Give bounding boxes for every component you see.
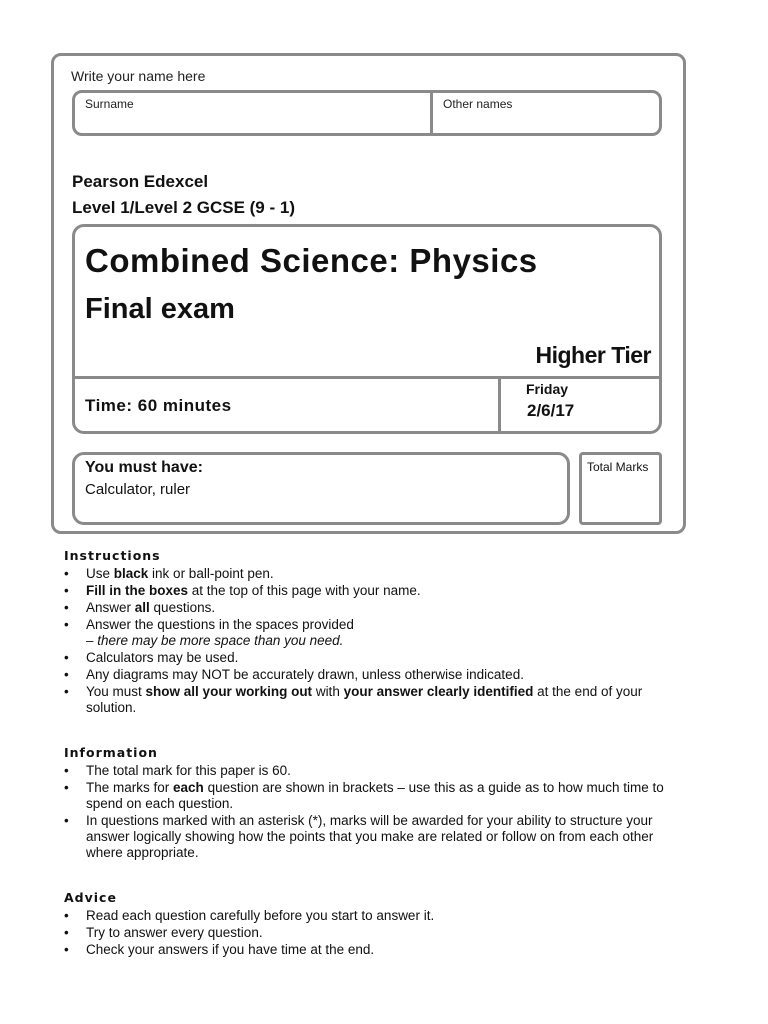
name-box — [72, 90, 662, 136]
time-cell — [75, 379, 501, 434]
list-item: • Any diagrams may NOT be accurately drawn, unless otherwise indicated. — [64, 667, 664, 683]
list-item: • Calculators may be used. — [64, 650, 664, 666]
subject-title: Combined Science: Physics — [85, 242, 538, 279]
list-item: • Try to answer every question. — [64, 925, 664, 941]
must-have-items: Calculator, ruler — [85, 481, 191, 498]
list-item: • Check your answers if you have time at the end. — [64, 942, 664, 958]
write-name-label: Write your name here — [71, 68, 206, 84]
advice-list — [64, 908, 664, 958]
list-item: • Fill in the boxes at the top of this page with your name. — [64, 583, 664, 599]
title-box — [72, 224, 662, 434]
information-list — [64, 763, 664, 861]
list-item: • In questions marked with an asterisk (*), marks will be awarded for your ability to structure your answer logically showing how the points that you make are related or follow on from each other where appropriate. — [64, 813, 664, 861]
exam-name: Final exam — [85, 293, 235, 325]
exam-day: Friday — [526, 381, 569, 397]
other-names-label: Other names — [443, 97, 513, 111]
must-have-title: You must have: — [85, 459, 203, 476]
must-have-box — [72, 452, 570, 525]
list-item: • Answer the questions in the spaces provided – there may be more space than you need. — [64, 617, 664, 649]
total-marks-box[interactable] — [579, 452, 662, 525]
information-heading: Information — [64, 745, 158, 760]
list-item: • Read each question carefully before you start to answer it. — [64, 908, 664, 924]
time-allowed: Time: 60 minutes — [85, 396, 232, 415]
instructions-heading: Instructions — [64, 548, 161, 563]
list-item: • The marks for each question are shown in brackets – use this as a guide as to how much time to spend on each question. — [64, 780, 664, 812]
qualification-level: Level 1/Level 2 GCSE (9 - 1) — [72, 198, 295, 217]
surname-label: Surname — [85, 97, 134, 111]
date-cell — [501, 379, 659, 434]
exam-board: Pearson Edexcel — [72, 172, 209, 191]
list-item: • Answer all questions. — [64, 600, 664, 616]
information-section — [64, 745, 664, 862]
list-item: • The total mark for this paper is 60. — [64, 763, 664, 779]
other-names-field[interactable] — [433, 93, 659, 133]
list-item: • Use black ink or ball-point pen. — [64, 566, 664, 582]
advice-section — [64, 890, 664, 959]
exam-board-block — [72, 169, 295, 221]
instructions-section — [64, 548, 664, 717]
instructions-list — [64, 566, 664, 716]
exam-date: 2/6/17 — [527, 401, 575, 420]
list-item: • You must show all your working out with your answer clearly identified at the end of your solution. — [64, 684, 664, 716]
tier-label: Higher Tier — [535, 342, 651, 368]
advice-heading: Advice — [64, 890, 117, 905]
time-row — [75, 376, 659, 434]
total-marks-label: Total Marks — [587, 460, 649, 474]
surname-field[interactable] — [75, 93, 433, 133]
